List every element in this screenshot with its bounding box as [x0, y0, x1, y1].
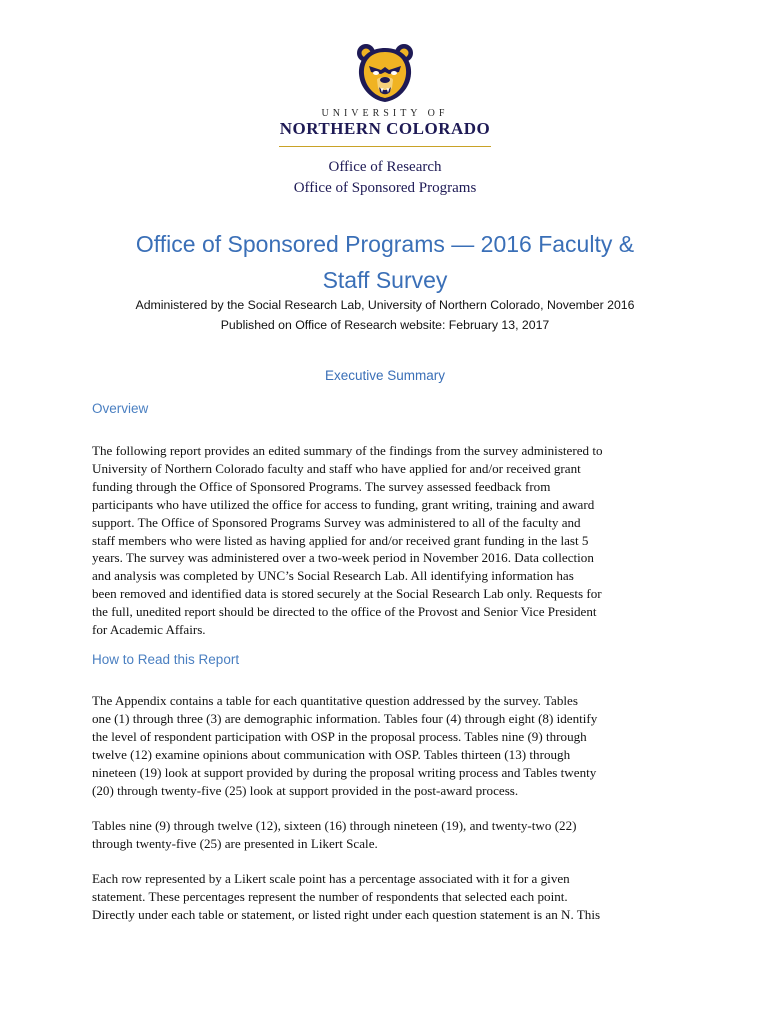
document-title — [60, 226, 710, 298]
header-divider — [279, 146, 491, 147]
text-line: through twenty-five (25) are presented in Likert Scale. — [92, 835, 378, 851]
text-line: the full, unedited report should be directed to the office of the Provost and Senior Vice President — [92, 604, 597, 620]
likert-tables-paragraph — [92, 817, 692, 853]
likert-explanation-paragraph — [92, 870, 692, 924]
text-line: The Appendix contains a table for each quantitative question addressed by the survey. Tables — [92, 693, 578, 708]
text-line: and analysis was completed by UNC’s Social Research Lab. All identifying information has — [92, 568, 574, 584]
text-line: University of Northern Colorado faculty and staff who have applied for and/or received grant — [92, 460, 581, 476]
text-line: participants who have utilized the office for access to funding, grant writing, training and award — [92, 496, 595, 512]
text-line: for Academic Affairs. — [92, 622, 206, 638]
text-line: Directly under each table or statement, or listed right under each question statement is an N. This — [92, 906, 601, 922]
title-line-2: Staff Survey — [322, 267, 448, 293]
subtitle-administered: Administered by the Social Research Lab, University of Northern Colorado, November 2016 — [135, 298, 635, 312]
text-line: one (1) through three (3) are demographic information. Tables four (4) through eight (8) identify — [92, 710, 598, 726]
text-line: the level of respondent participation with OSP in the proposal process. Tables nine (9) through — [92, 728, 587, 744]
overview-paragraph — [92, 442, 692, 639]
text-line: statement. These percentages represent the number of respondents that selected each point. — [92, 888, 568, 904]
university-of-text: UNIVERSITY OF — [321, 108, 449, 119]
text-line: twelve (12) examine opinions about communication with OSP. Tables thirteen (13) through — [92, 746, 571, 762]
text-line: been removed and identified data is stored securely at the Social Research Lab only. Requests for — [92, 586, 602, 602]
appendix-paragraph — [92, 692, 692, 799]
office-of-sponsored-programs: Office of Sponsored Programs — [293, 180, 477, 196]
text-line: (20) through twenty-five (25) look at support provided in the post-award process. — [92, 782, 519, 798]
title-line-1: Office of Sponsored Programs — 2016 Faculty & — [135, 231, 635, 257]
executive-summary-heading: Executive Summary — [324, 368, 446, 383]
overview-heading: Overview — [92, 401, 149, 416]
bear-logo-icon — [355, 42, 415, 104]
university-name: NORTHERN COLORADO — [279, 119, 491, 138]
text-line: support. The Office of Sponsored Programs Survey was administered to all of the faculty and — [92, 514, 581, 530]
header-logo-block — [260, 42, 510, 199]
how-to-read-heading: How to Read this Report — [92, 652, 240, 667]
office-of-research: Office of Research — [328, 159, 442, 175]
text-line: years. The survey was administered over a two-week period in November 2016. Data collection — [92, 550, 594, 566]
subtitle-published: Published on Office of Research website: February 13, 2017 — [220, 318, 550, 332]
text-line: staff members who were listed as having applied for and/or received grant funding in the last 5 — [92, 532, 589, 548]
text-line: Each row represented by a Likert scale point has a percentage associated with it for a given — [92, 871, 570, 886]
text-line: Tables nine (9) through twelve (12), sixteen (16) through nineteen (19), and twenty-two (22) — [92, 818, 577, 833]
text-line: The following report provides an edited summary of the findings from the survey administered to — [92, 443, 603, 458]
text-line: funding through the Office of Sponsored Programs. The survey assessed feedback from — [92, 478, 551, 494]
text-line: nineteen (19) look at support provided by during the proposal writing process and Tables twenty — [92, 764, 597, 780]
